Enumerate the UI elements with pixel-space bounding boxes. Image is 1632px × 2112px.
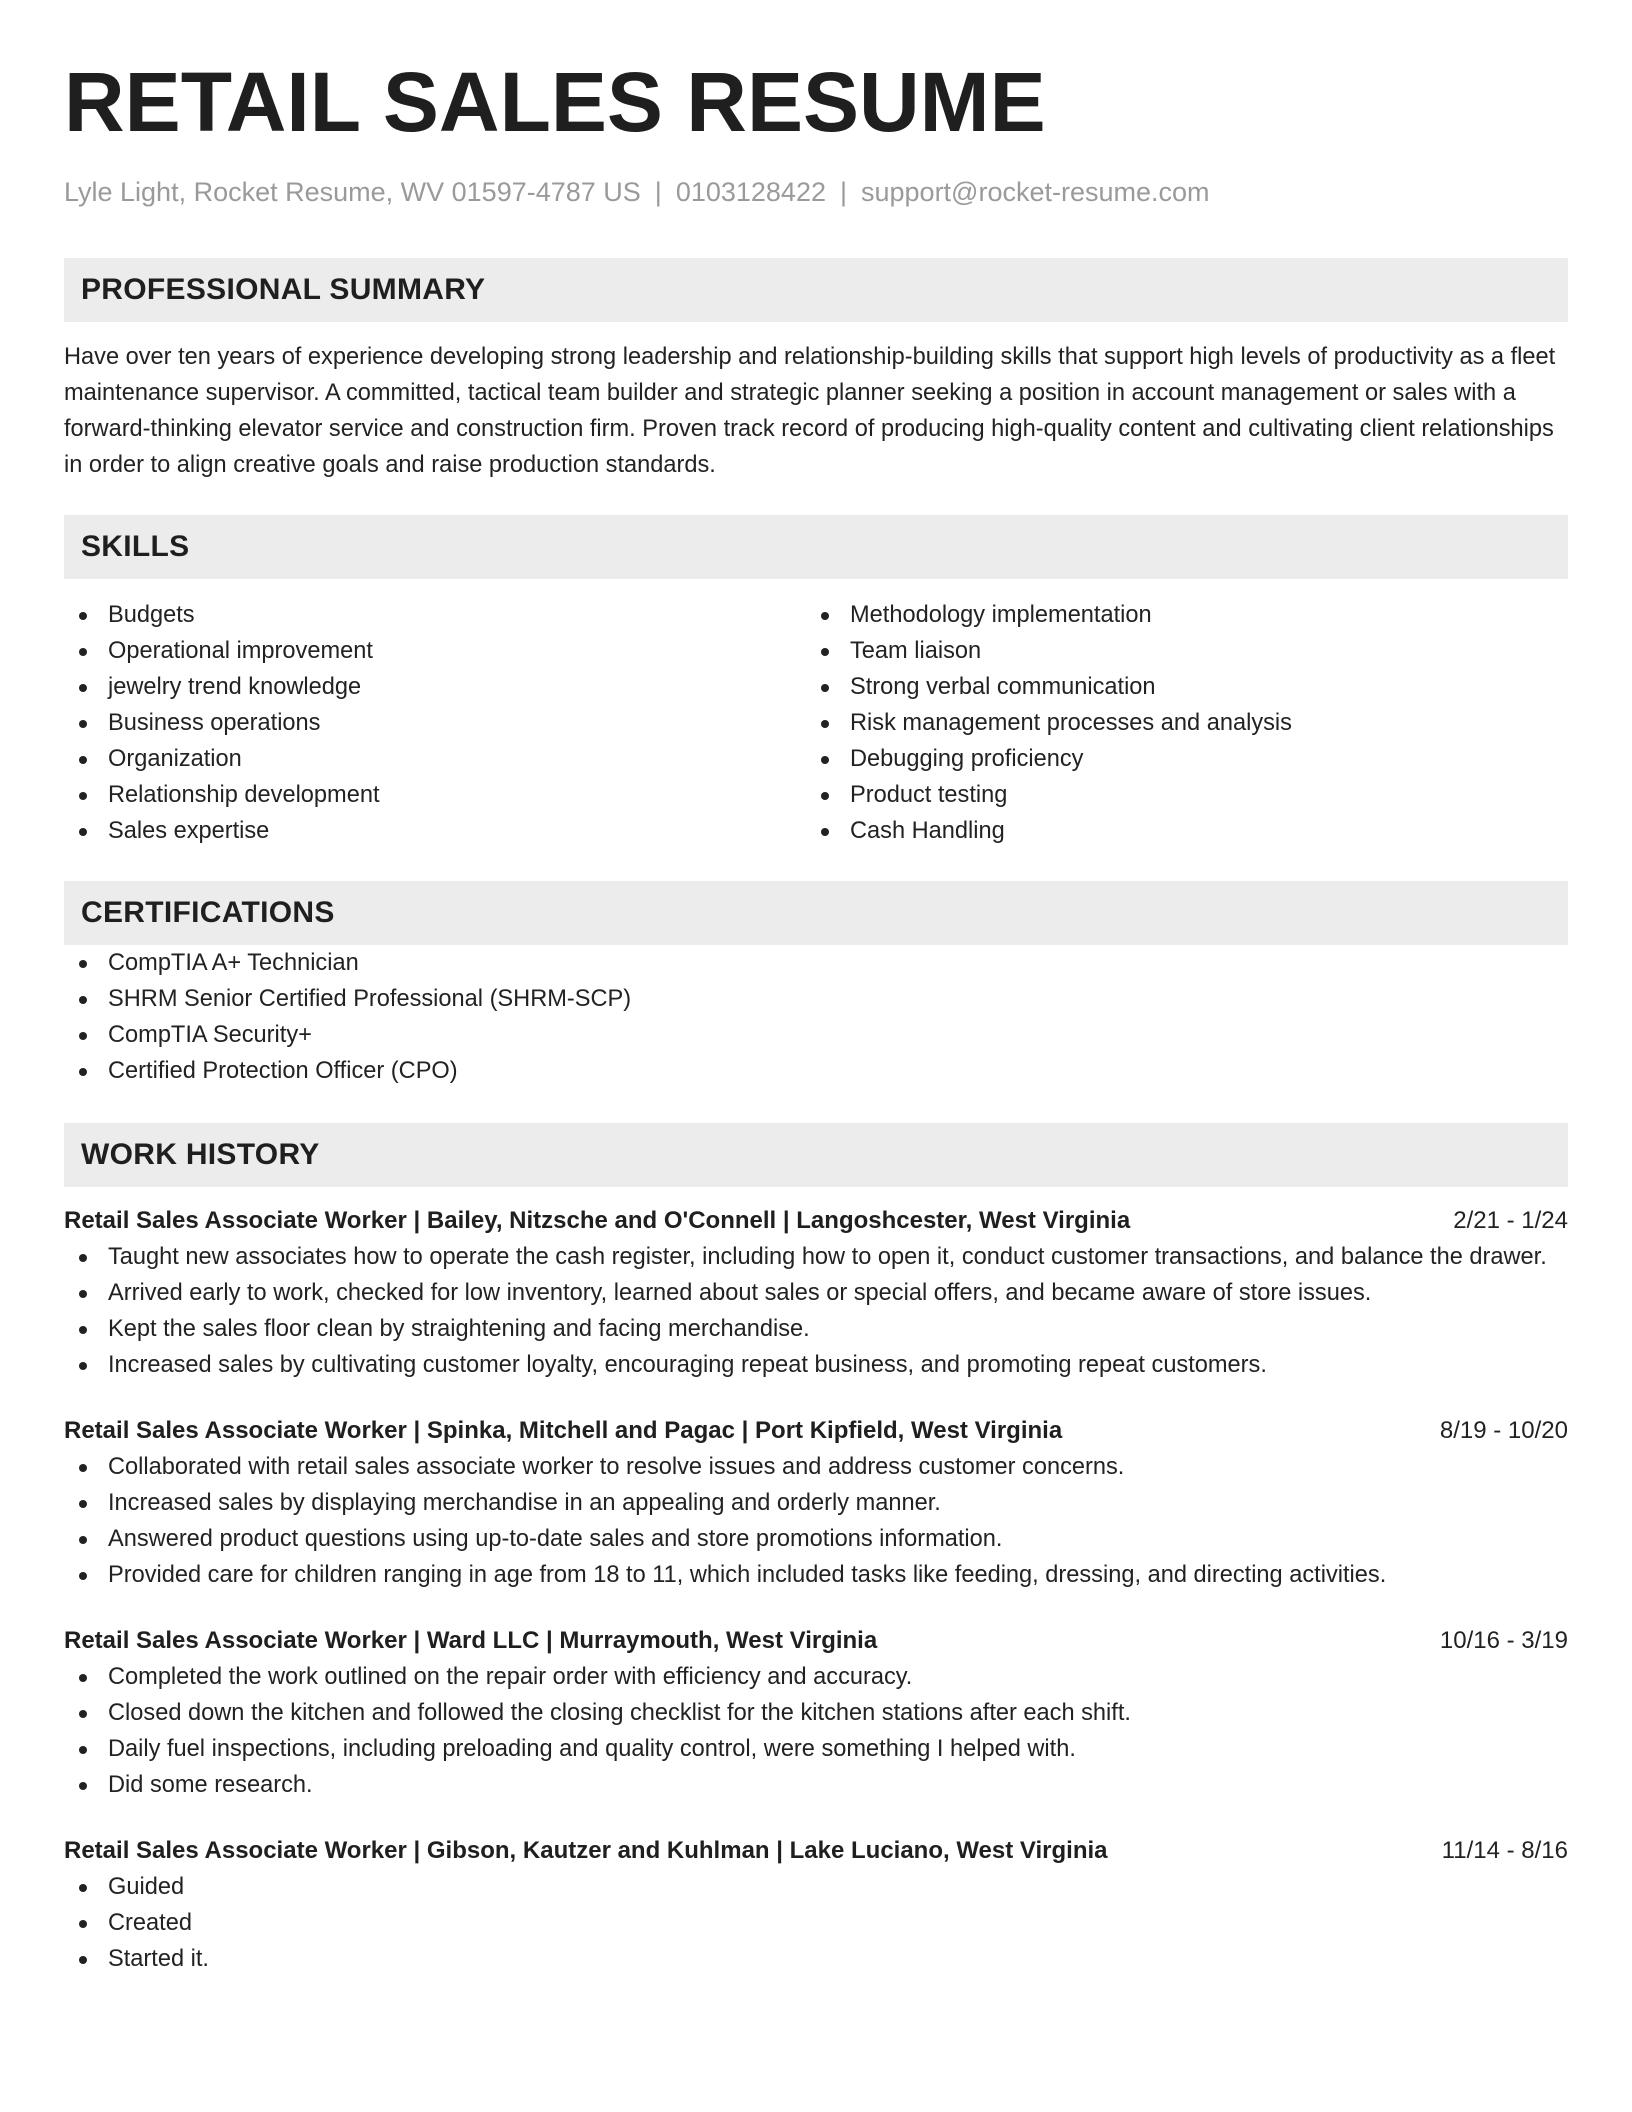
bullet-icon [79,960,87,968]
list-item [64,1767,1568,1803]
job-header [64,1833,1568,1869]
list-item [806,669,1548,705]
job-title: Retail Sales Associate Worker | Ward LLC | Murraymouth, West Virginia [64,1627,878,1654]
list-item [64,1869,1568,1905]
job-bullet-text: Taught new associates how to operate the cash register, including how to open it, conduct customer transactions, and balance the drawer. [108,1244,1547,1270]
job-entry [64,1413,1568,1593]
skill-text: Business operations [108,710,321,736]
resume-title: RETAIL SALES RESUME [64,55,1046,149]
certification-text: SHRM Senior Certified Professional (SHRM-SCP) [108,986,632,1012]
list-item [64,945,1568,981]
job-title: Retail Sales Associate Worker | Bailey, Nitzsche and O'Connell | Langoshcester, West Virginia [64,1207,1131,1234]
bullet-icon [79,1326,87,1334]
list-item [64,1905,1568,1941]
list-item [64,1485,1568,1521]
bullet-icon [821,684,829,692]
list-item [806,813,1548,849]
job-bullet-text: Increased sales by cultivating customer loyalty, encouraging repeat business, and promoting repeat customers. [108,1352,1267,1378]
list-item [64,1347,1568,1383]
bullet-icon [79,1884,87,1892]
section-header-certifications: CERTIFICATIONS [64,881,1568,945]
job-bullet-text: Daily fuel inspections, including preloading and quality control, were something I helped with. [108,1736,1076,1762]
skill-text: Product testing [850,782,1008,808]
bullet-icon [821,648,829,656]
skill-text: Relationship development [108,782,380,808]
section-header-work-history: WORK HISTORY [64,1123,1568,1187]
certification-text: Certified Protection Officer (CPO) [108,1058,458,1084]
skill-text: Sales expertise [108,818,270,844]
bullet-icon [79,720,87,728]
job-bullets [64,1869,1568,1977]
certifications-list [64,945,1568,1089]
list-item [806,705,1548,741]
job-bullets [64,1239,1568,1383]
bullet-icon [79,792,87,800]
contact-email: support@rocket-resume.com [861,177,1210,207]
skill-text: Methodology implementation [850,602,1152,628]
job-bullet-text: Answered product questions using up-to-date sales and store promotions information. [108,1526,1003,1552]
job-bullet-text: Completed the work outlined on the repair order with efficiency and accuracy. [108,1664,913,1690]
contact-separator: | [839,177,847,207]
job-bullet-text: Did some research. [108,1772,313,1798]
bullet-icon [79,1290,87,1298]
list-item [64,1695,1568,1731]
list-item [64,1557,1568,1593]
skill-text: Operational improvement [108,638,373,664]
certification-text: CompTIA Security+ [108,1022,312,1048]
list-item [806,741,1548,777]
bullet-icon [79,1254,87,1262]
bullet-icon [79,1500,87,1508]
job-dates: 10/16 - 3/19 [1439,1627,1568,1654]
contact-separator: | [654,177,662,207]
bullet-icon [79,1746,87,1754]
job-header [64,1413,1568,1449]
job-bullet-text: Created [108,1910,192,1936]
bullet-icon [79,1536,87,1544]
list-item [64,705,806,741]
job-entry [64,1203,1568,1383]
contact-phone: 0103128422 [675,177,826,207]
certification-text: CompTIA A+ Technician [108,950,359,976]
list-item [64,1275,1568,1311]
bullet-icon [79,1032,87,1040]
bullet-icon [79,1572,87,1580]
bullet-icon [79,1920,87,1928]
contact-line [64,174,1568,210]
bullet-icon [79,1068,87,1076]
job-bullets [64,1659,1568,1803]
job-header [64,1623,1568,1659]
list-item [806,597,1548,633]
summary-text: Have over ten years of experience developing strong leadership and relationship-building skills that support high levels of productivity as a fleet maintenance supervisor. A committed, tactical team builder and strategic planner seeking a position in account management or sales with a forward-thinking elevator service and construction firm. Proven track record of producing high-quality content and cultivating client relationships in order to align creative goals and raise production standards. [64,344,1556,478]
section-header-summary: PROFESSIONAL SUMMARY [64,258,1568,322]
bullet-icon [821,612,829,620]
bullet-icon [79,648,87,656]
list-item [64,741,806,777]
skill-text: Strong verbal communication [850,674,1156,700]
section-header-skills: SKILLS [64,515,1568,579]
job-bullet-text: Guided [108,1874,185,1900]
bullet-icon [821,828,829,836]
list-item [64,1941,1568,1977]
job-bullet-text: Provided care for children ranging in age from 18 to 11, which included tasks like feeding, dressing, and directing activities. [108,1562,1387,1588]
bullet-icon [79,1710,87,1718]
list-item [64,597,806,633]
bullet-icon [821,720,829,728]
skill-text: Debugging proficiency [850,746,1084,772]
job-dates: 8/19 - 10/20 [1439,1417,1568,1444]
skills-list-left [64,597,806,849]
job-dates: 11/14 - 8/16 [1441,1837,1568,1864]
job-entry [64,1833,1568,1977]
list-item [64,633,806,669]
skill-text: Team liaison [850,638,982,664]
list-item [64,1521,1568,1557]
bullet-icon [79,684,87,692]
job-bullets [64,1449,1568,1593]
skills-columns [64,597,1568,849]
skill-text: Cash Handling [850,818,1005,844]
bullet-icon [821,756,829,764]
list-item [64,1659,1568,1695]
list-item [64,1053,1568,1089]
job-bullet-text: Closed down the kitchen and followed the closing checklist for the kitchen stations after each shift. [108,1700,1131,1726]
bullet-icon [79,828,87,836]
list-item [64,1017,1568,1053]
skill-text: Risk management processes and analysis [850,710,1292,736]
list-item [806,633,1548,669]
list-item [64,1449,1568,1485]
bullet-icon [79,756,87,764]
skill-text: Organization [108,746,242,772]
skill-text: jewelry trend knowledge [108,674,362,700]
bullet-icon [79,1362,87,1370]
list-item [64,813,806,849]
list-item [64,669,806,705]
job-bullet-text: Arrived early to work, checked for low inventory, learned about sales or special offers, and became aware of store issues. [108,1280,1372,1306]
list-item [806,777,1548,813]
bullet-icon [79,996,87,1004]
job-bullet-text: Started it. [108,1946,209,1972]
job-title: Retail Sales Associate Worker | Gibson, Kautzer and Kuhlman | Lake Luciano, West Virginia [64,1837,1108,1864]
job-dates: 2/21 - 1/24 [1453,1207,1568,1234]
job-bullet-text: Increased sales by displaying merchandise in an appealing and orderly manner. [108,1490,941,1516]
list-item [64,981,1568,1017]
bullet-icon [79,612,87,620]
bullet-icon [79,1782,87,1790]
job-entry [64,1623,1568,1803]
job-title: Retail Sales Associate Worker | Spinka, Mitchell and Pagac | Port Kipfield, West Virginia [64,1417,1063,1444]
list-item [64,1311,1568,1347]
job-bullet-text: Kept the sales floor clean by straightening and facing merchandise. [108,1316,810,1342]
bullet-icon [79,1956,87,1964]
skills-list-right [806,597,1548,849]
skill-text: Budgets [108,602,195,628]
job-header [64,1203,1568,1239]
list-item [64,1731,1568,1767]
contact-address: Lyle Light, Rocket Resume, WV 01597-4787 US [64,177,641,207]
list-item [64,777,806,813]
bullet-icon [79,1464,87,1472]
bullet-icon [821,792,829,800]
job-bullet-text: Collaborated with retail sales associate worker to resolve issues and address customer concerns. [108,1454,1125,1480]
list-item [64,1239,1568,1275]
bullet-icon [79,1674,87,1682]
